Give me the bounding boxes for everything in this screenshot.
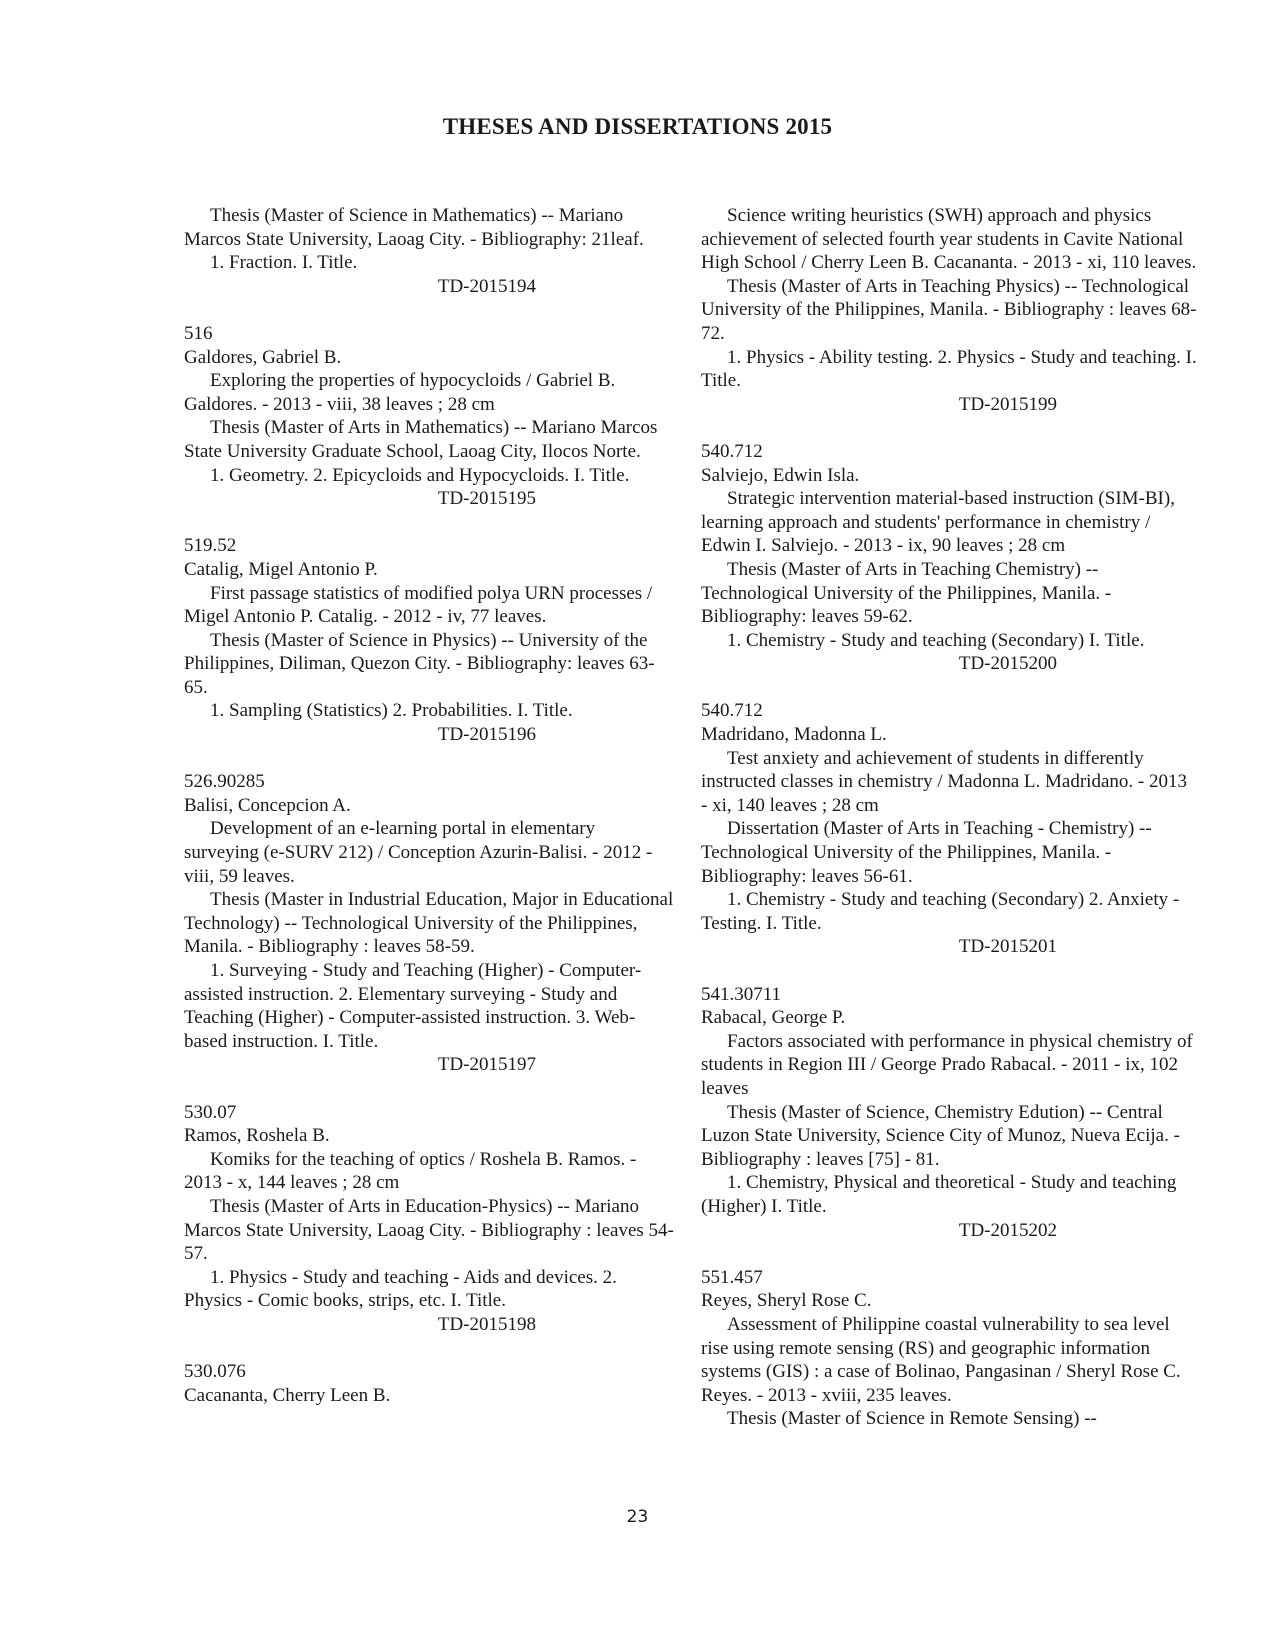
entry-accession-number: TD-2015195	[437, 488, 536, 510]
entry-call-number: 551.457	[701, 1266, 763, 1288]
entry-title-statement: Assessment of Philippine coastal vulnerability to sea level rise using remote sensing (RS) and geographic information systems (GIS) : a case of Bolinao, Pangasinan / Sheryl Rose C. Reyes. - 2013 - xviii, 235 leaves.	[701, 1313, 1181, 1406]
left-column	[184, 204, 674, 1431]
entry-author: Cacananta, Cherry Leen B.	[184, 1384, 391, 1406]
entry-title-statement: Test anxiety and achievement of students in differently instructed classes in chemistry / Madonna L. Madridano. - 2013 - xi, 140 leaves ; 28 cm	[701, 747, 1187, 816]
entry-call-number: 530.076	[184, 1361, 246, 1383]
entry-author: Balisi, Concepcion A.	[184, 794, 351, 816]
entry-call-number: 530.07	[184, 1101, 237, 1123]
entry-subjects: 1. Chemistry, Physical and theoretical - Study and teaching (Higher) I. Title.	[701, 1172, 1177, 1217]
catalog-entry	[701, 699, 1197, 959]
entry-note: Thesis (Master of Science in Physics) -- University of the Philippines, Diliman, Quezon City. - Bibliography: leaves 63-65.	[184, 629, 655, 698]
entry-title-statement: First passage statistics of modified polya URN processes / Migel Antonio P. Catalig. - 2012 - iv, 77 leaves.	[184, 582, 653, 628]
catalog-entry	[184, 1101, 674, 1337]
catalog-entry	[184, 770, 674, 1077]
entry-author: Reyes, Sheryl Rose C.	[701, 1290, 872, 1312]
entry-subjects: 1. Chemistry - Study and teaching (Secondary) I. Title.	[727, 629, 1145, 651]
catalog-entry	[701, 983, 1197, 1243]
entry-call-number: 526.90285	[184, 771, 265, 793]
entry-accession-number: TD-2015194	[437, 275, 536, 297]
catalog-entry	[184, 204, 674, 298]
entry-call-number: 540.712	[701, 700, 763, 722]
entry-subjects: 1. Chemistry - Study and teaching (Secondary) 2. Anxiety - Testing. I. Title.	[701, 889, 1180, 934]
entry-note: Dissertation (Master of Arts in Teaching - Chemistry) -- Technological University of the Philippines, Manila. - Bibliography: leaves 56-61.	[701, 818, 1152, 887]
catalog-entry	[701, 440, 1197, 676]
entry-call-number: 540.712	[701, 440, 763, 462]
catalog-entry	[701, 204, 1197, 416]
entry-subjects: 1. Fraction. I. Title.	[210, 252, 358, 274]
entry-note: Thesis (Master of Arts in Teaching Physics) -- Technological University of the Philippines, Manila. - Bibliography : leaves 68-72.	[701, 275, 1197, 344]
entry-note: Thesis (Master of Arts in Education-Physics) -- Mariano Marcos State University, Laoag City. - Bibliography : leaves 54-57.	[184, 1195, 674, 1265]
entry-accession-number: TD-2015197	[437, 1054, 536, 1076]
entry-subjects: 1. Physics - Ability testing. 2. Physics - Study and teaching. I. Title.	[701, 346, 1197, 392]
entry-accession-number: TD-2015200	[958, 653, 1057, 675]
entry-subjects: 1. Physics - Study and teaching - Aids and devices. 2. Physics - Comic books, strips, etc. I. Title.	[184, 1266, 617, 1312]
catalog-entry	[184, 534, 674, 746]
entry-title-statement: Komiks for the teaching of optics / Roshela B. Ramos. - 2013 - x, 144 leaves ; 28 cm	[184, 1148, 637, 1194]
entry-title-statement: Factors associated with performance in physical chemistry of students in Region III / George Prado Rabacal. - 2011 - ix, 102 leaves	[701, 1030, 1193, 1099]
entry-note: Thesis (Master of Arts in Teaching Chemistry) -- Technological University of the Philippines, Manila. - Bibliography: leaves 59-62.	[701, 558, 1112, 628]
entry-title-statement: Strategic intervention material-based instruction (SIM-BI), learning approach and students' performance in chemistry / Edwin I. Salviejo. - 2013 - ix, 90 leaves ; 28 cm	[701, 488, 1175, 557]
entry-note: Thesis (Master in Industrial Education, Major in Educational Technology) -- Technological University of the Philippines, Manila. - Bibliography : leaves 58-59.	[184, 889, 674, 958]
entry-author: Rabacal, George P.	[701, 1007, 846, 1029]
catalog-entry	[184, 1360, 674, 1407]
entry-note: Thesis (Master of Science in Mathematics) -- Mariano Marcos State University, Laoag City. - Bibliography: 21leaf.	[184, 205, 644, 250]
page-number: 23	[626, 1507, 649, 1527]
entry-subjects: 1. Surveying - Study and Teaching (Higher) - Computer-assisted instruction. 2. Elementary surveying - Study and Teaching (Higher) - Computer-assisted instruction. 3. Web-based instruction. I. Title.	[184, 960, 642, 1052]
entry-subjects: 1. Geometry. 2. Epicycloids and Hypocycloids. I. Title.	[210, 464, 630, 486]
entry-author: Galdores, Gabriel B.	[184, 346, 342, 368]
entry-note: Thesis (Master of Arts in Mathematics) -- Mariano Marcos State University Graduate School, Laoag City, Ilocos Norte.	[184, 417, 658, 462]
entry-title-statement: Exploring the properties of hypocycloids / Gabriel B. Galdores. - 2013 - viii, 38 leaves ; 28 cm	[184, 370, 616, 415]
entry-author: Catalig, Migel Antonio P.	[184, 558, 378, 580]
entry-accession-number: TD-2015201	[958, 936, 1057, 958]
entry-accession-number: TD-2015199	[958, 393, 1057, 415]
entry-accession-number: TD-2015198	[437, 1313, 536, 1335]
entry-author: Ramos, Roshela B.	[184, 1125, 330, 1147]
entry-call-number: 519.52	[184, 535, 237, 557]
entry-call-number: 541.30711	[701, 983, 782, 1005]
entry-author: Madridano, Madonna L.	[701, 724, 887, 746]
page-title: THESES AND DISSERTATIONS 2015	[442, 114, 833, 139]
entry-title-statement: Science writing heuristics (SWH) approach and physics achievement of selected fourth year students in Cavite National High School / Cherry Leen B. Cacananta. - 2013 - xi, 110 leaves.	[701, 205, 1197, 274]
entry-subjects: 1. Sampling (Statistics) 2. Probabilities. I. Title.	[210, 700, 573, 722]
entry-accession-number: TD-2015196	[437, 724, 536, 746]
entry-note: Thesis (Master of Science, Chemistry Edution) -- Central Luzon State University, Science City of Munoz, Nueva Ecija. - Bibliography : leaves [75] - 81.	[701, 1101, 1180, 1170]
catalog-entry	[184, 322, 674, 511]
catalog-entry	[701, 1266, 1197, 1431]
entry-title-statement: Development of an e-learning portal in elementary surveying (e-SURV 212) / Conception Azurin-Balisi. - 2012 - viii, 59 leaves.	[184, 818, 653, 887]
entry-note: Thesis (Master of Science in Remote Sensing) --	[727, 1408, 1097, 1430]
entry-author: Salviejo, Edwin Isla.	[701, 464, 860, 486]
right-column	[701, 204, 1197, 1454]
entry-call-number: 516	[184, 322, 213, 344]
entry-accession-number: TD-2015202	[958, 1219, 1057, 1241]
